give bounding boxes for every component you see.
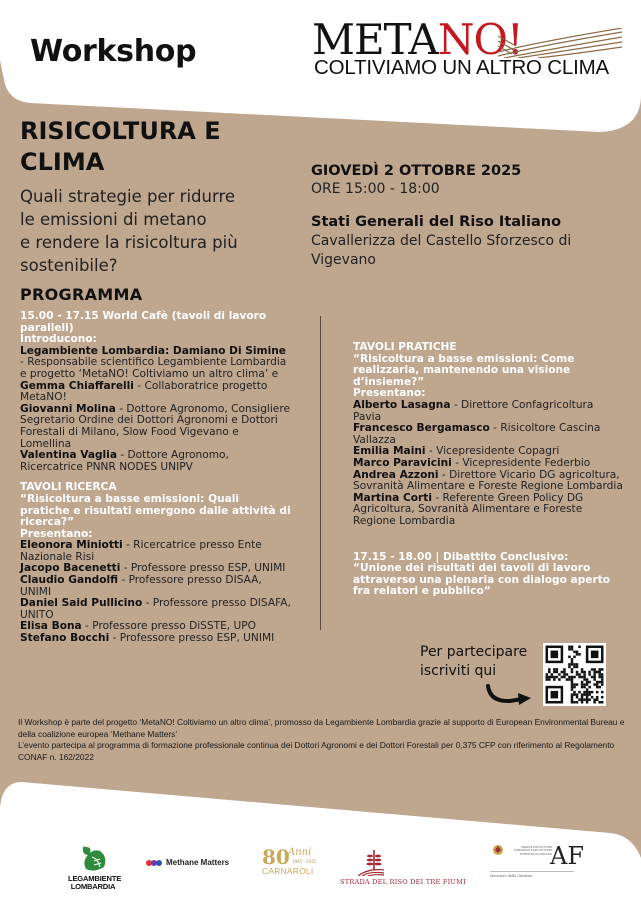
qr-module [568,666,571,669]
speaker-entry [20,346,292,404]
footnote-line: Il Workshop è parte del progetto ‘MetaNO! Coltiviamo un altro clima’, promosso da Legambiente Lombardia grazie al supporto di European Environmental Bureau e della coalizione europea ‘Methane Matters’ [18,717,625,739]
qr-module [568,678,571,681]
logo-no-text: NO! [437,15,523,64]
speaker-entry [20,404,292,450]
qr-module [593,683,596,686]
qr-module [573,676,576,679]
qr-module [563,671,566,674]
qr-module [578,676,581,679]
qr-module [583,683,586,686]
carnaroli-anni: Anni [288,847,312,858]
speaker-name: Legambiente Lombardia: Damiano Di Simine [20,344,286,357]
speaker-role: - Dottore Agronomo, Ricercatrice PNNR NODES UNIPV [20,449,229,473]
qr-module [573,701,576,704]
italian-emblem-icon [492,844,504,856]
qr-module [598,668,601,671]
qr-module [588,673,591,676]
qr-module [563,668,566,671]
ordine-ministry: Ministero della Giustizia [490,874,533,878]
qr-module [556,668,559,671]
registration-line: iscriviti qui [420,663,497,679]
qr-module [553,678,556,681]
present-label: Presentano: [20,527,93,540]
qr-module [571,683,574,686]
qr-module [588,686,591,689]
qr-module [571,701,574,704]
qr-module [571,698,574,701]
qr-module [571,668,574,671]
present-label: Presentano: [353,387,426,400]
qr-module [571,663,574,666]
speaker-role: - Direttore Vicario DG agricoltura, Sovranità Alimentare e Foreste Regione Lombardia [353,468,623,493]
ordine-agronomi-logo [490,842,584,882]
speaker-role: - Professore presso DiSSTE, UPO [81,620,257,633]
qr-module [588,693,591,696]
title-line-1: RISICOLTURA E [20,117,221,145]
field-lines-icon [498,28,622,58]
qr-module [571,696,574,699]
legambiente-line: LEGAMBIENTE [68,874,122,883]
speaker-name: Eleonora Miniotti [20,539,123,552]
qr-module [586,683,589,686]
qr-module [556,676,559,679]
footnote-line: L’evento partecipa al programma di formazione professionale continua dei Dottori Agronomi e dei Dottori Forestali per 0,375 CFP con riferimento al Regolamento CONAF n. 162/2022 [18,740,615,762]
qr-module [583,691,586,694]
speaker-entry [20,633,292,645]
qr-module [591,696,594,699]
speaker-role: - Professore presso DISAFA, UNITO [20,597,291,621]
world-cafe-title: 15.00 - 17.15 World Cafè (tavoli di lavoro paralleli) [20,310,267,334]
program-right-column [353,342,623,598]
qr-module [581,701,584,704]
subtitle-line: sostenibile? [20,256,118,275]
qr-module [573,666,576,669]
qr-module [586,693,589,696]
qr-module [571,671,574,674]
qr-module [593,673,596,676]
qr-module [581,686,584,689]
qr-code-icon[interactable] [543,643,606,706]
qr-module [588,681,591,684]
qr-module [578,653,581,656]
speaker-role: - Vicepresidente Federbio [451,456,591,469]
qr-module [596,691,599,694]
qr-module [596,671,599,674]
qr-module [573,691,576,694]
speaker-name: Valentina Vaglia [20,449,117,462]
qr-module [588,698,591,701]
dibattito-text: “Unione dei risultati dei tavoli di lavoro attraverso una plenaria con dialogo aperto fra relatori e pubblico“ [353,562,611,598]
speaker-role: - Risicoltore Cascina Vallazza [353,422,601,446]
qr-module [601,696,604,699]
qr-module [571,646,574,649]
qr-module [548,676,551,679]
speaker-name: Giovanni Molina [20,402,116,415]
methane-matters-logo [146,858,229,867]
speaker-name: Martina Corti [353,491,432,504]
speaker-role: - Collaboratrice progetto MetaNO! [20,379,268,404]
speaker-name: Gemma Chiaffarelli [20,379,134,392]
methane-matters-name: Methane Matters [166,858,230,867]
qr-module [586,688,589,691]
qr-module [576,671,579,674]
qr-module [598,671,601,674]
qr-module [573,663,576,666]
qr-module [578,646,581,649]
speaker-name: Emilia Maini [353,445,426,458]
speaker-entry [20,575,292,598]
qr-module [581,693,584,696]
qr-module [578,691,581,694]
speaker-role: - Responsabile scientifico Legambiente Lombardia e progetto ‘MetaNO! Coltiviamo un altro clima’ e [20,356,287,380]
ordine-rule [490,871,574,872]
qr-module [593,701,596,704]
page-title [20,116,300,178]
qr-module [576,696,579,699]
speaker-name: Francesco Bergamasco [353,422,490,435]
qr-module [566,678,569,681]
qr-module [601,683,604,686]
swan-leaf-icon [78,843,108,873]
qr-module [568,676,571,679]
speaker-entry [353,423,623,446]
qr-module [583,686,586,689]
qr-module [578,698,581,701]
qr-module [551,673,554,676]
qr-module [581,698,584,701]
tavoli-pratiche-heading: TAVOLI PRATICHE [353,341,457,353]
speaker-role: - Referente Green Policy DG Agricoltura, Sovranità Alimentare e Foreste Regione Lombardia [353,491,584,527]
speaker-entry [353,470,623,493]
qr-module [576,683,579,686]
qr-module [551,676,554,679]
qr-module [586,701,589,704]
qr-module [596,683,599,686]
methane-dot-icon [156,860,162,866]
subtitle-line: le emissioni di metano [20,210,207,229]
qr-module [571,681,574,684]
speaker-role: - Vicepresidente Copagri [425,445,560,458]
qr-module [573,693,576,696]
qr-module [576,653,579,656]
qr-module [551,691,559,699]
subtitle-line: Quali strategie per ridurre [20,187,236,206]
metano-logo [312,15,624,84]
qr-module [548,671,551,674]
qr-module [558,678,561,681]
qr-module [548,668,551,671]
programma-heading: PROGRAMMA [20,285,143,304]
qr-module [546,673,549,676]
speaker-name: Stefano Bocchi [20,632,110,645]
carnaroli-name: CARNAROLI [262,866,314,876]
qr-module [598,701,601,704]
logo-meta-text: META [312,15,438,64]
speaker-name: Jacopo Bacenetti [20,562,121,575]
qr-module [598,686,601,689]
qr-module [553,668,556,671]
speaker-entry [20,450,292,473]
speaker-role: - Professore presso ESP, UNIMI [120,562,286,575]
qr-module [596,686,599,689]
qr-module [568,656,571,659]
qr-module [588,671,591,674]
qr-module [598,673,601,676]
qr-module [593,698,596,701]
subtitle [20,185,300,277]
qr-module [576,701,579,704]
legambiente-line: LOMBARDIA [70,881,116,891]
registration-line: Per partecipare [420,644,528,660]
qr-module [598,681,601,684]
qr-module [583,673,586,676]
event-place: Cavallerizza del Castello Sforzesco di [311,233,572,249]
event-venue: Stati Generali del Riso Italiano [311,214,562,230]
qr-module [581,681,584,684]
qr-module [593,668,596,671]
qr-module [581,668,584,671]
strada-name: STRADA DEL RISO DEI TRE FIUMI [340,878,466,886]
qr-module [586,678,589,681]
qr-module [586,691,589,694]
qr-module [553,676,556,679]
event-date: GIOVEDÌ 2 OTTOBRE 2025 [311,163,522,179]
speaker-role: - Direttore Confagricoltura Pavia [353,398,594,423]
qr-module [566,673,569,676]
speaker-role: - Ricercatrice presso Ente Nazionale Risi [20,539,262,563]
ordine-af-mark: AF [550,842,584,870]
qr-module [601,701,604,704]
qr-module [571,676,574,679]
qr-module [571,678,574,681]
qr-module [571,658,574,661]
rice-stalk-icon [354,850,394,876]
qr-module [593,676,596,679]
qr-module [561,671,564,674]
qr-module [571,693,574,696]
qr-module [598,676,601,679]
qr-module [556,671,559,674]
qr-module [581,696,584,699]
qr-module [601,681,604,684]
carnaroli-years: 1945 - 2025 [292,859,317,864]
workshop-label: Workshop [30,34,197,69]
qr-module [591,668,594,671]
event-time: ORE 15:00 - 18:00 [311,181,440,197]
qr-module [561,676,564,679]
qr-module [576,651,579,654]
speaker-name: Daniel Said Pullicino [20,597,143,610]
qr-module [581,676,584,679]
footnote [18,717,628,763]
tavoli-ricerca-heading: TAVOLI RICERCA [20,481,117,494]
qr-module [601,668,604,671]
qr-module [586,698,589,701]
qr-module [581,683,584,686]
qr-module [601,676,604,679]
qr-module [583,678,586,681]
carnaroli-logo [262,847,318,876]
qr-module [571,686,574,689]
ordine-text: ORDINE DEI DOTTORI AGRONOMI E DEI DOTTORI FORESTALI DI MILANO [513,846,552,856]
qr-module [583,698,586,701]
qr-module [563,673,566,676]
speaker-role: - Dottore Agronomo, Consigliere Segretario Ordine dei Dottori Agronomi e Dottori Forestali di Milano, Slow Food Vigevano e Lomellina [20,402,290,450]
qr-module [586,681,589,684]
event-place: Vigevano [311,252,376,268]
speaker-role: - Professore presso ESP, UNIMI [109,632,275,645]
program-left-column [20,311,292,645]
logo-tagline: COLTIVIAMO UN ALTRO CLIMA [314,56,609,79]
qr-module [573,686,576,689]
qr-module [583,676,586,679]
qr-module [596,698,599,701]
title-line-2: CLIMA [20,148,105,176]
carnaroli-number: 80 [262,845,290,869]
qr-module [591,651,599,659]
registration-text [420,643,527,681]
qr-module [581,671,584,674]
qr-module [558,673,561,676]
subtitle-line: e rendere la risicoltura più [20,233,238,252]
speaker-name: Claudio Gandolfi [20,574,119,587]
qr-module [573,683,576,686]
qr-module [596,681,599,684]
qr-module [553,671,556,674]
qr-module [563,676,566,679]
speaker-entry [353,400,623,423]
speaker-name: Elisa Bona [20,620,82,633]
qr-module [546,676,549,679]
qr-module [568,648,571,651]
tavoli-pratiche-question: “Risicoltura a basse emissioni: Come realizzarla, mantenendo una visione d’insieme?” [353,352,575,388]
column-divider [320,316,321,630]
qr-module [571,688,574,691]
speaker-name: Andrea Azzoni [353,468,439,481]
qr-module [586,696,589,699]
intro-label: Introducono: [20,333,97,346]
qr-module [601,691,604,694]
qr-module [593,678,596,681]
dibattito-title: 17.15 - 18.00 | Dibattito Conclusivo: [353,550,569,563]
qr-module [573,656,576,659]
speaker-role: - Professore presso DISAA, UNIMI [20,574,262,598]
curved-arrow-icon [484,684,534,708]
strada-riso-logo [340,850,470,886]
qr-module [601,673,604,676]
qr-module [568,646,571,649]
qr-module [571,648,574,651]
speaker-entry [353,493,623,528]
qr-module [551,651,559,659]
qr-module [591,676,594,679]
qr-module [576,693,579,696]
qr-module [546,678,549,681]
tavoli-ricerca-question: “Risicoltura a basse emissioni: Quali pratiche e risultati emergono dalle attività di ricerca?” [20,492,291,529]
legambiente-logo [68,843,122,891]
qr-module [601,678,604,681]
qr-module [588,691,591,694]
qr-module [571,661,574,664]
speaker-entry [20,540,292,563]
qr-module [568,663,571,666]
qr-module [591,691,594,694]
qr-module [576,673,579,676]
qr-module [583,671,586,674]
qr-module [583,693,586,696]
qr-module [548,678,551,681]
qr-module [573,651,576,654]
speaker-name: Alberto Lasagna [353,398,451,411]
event-info [311,162,621,270]
qr-module [596,696,599,699]
qr-module [576,666,579,669]
speaker-name: Marco Paravicini [353,456,452,469]
qr-module [578,673,581,676]
qr-module [593,671,596,674]
qr-module [576,663,579,666]
speaker-entry [20,598,292,621]
